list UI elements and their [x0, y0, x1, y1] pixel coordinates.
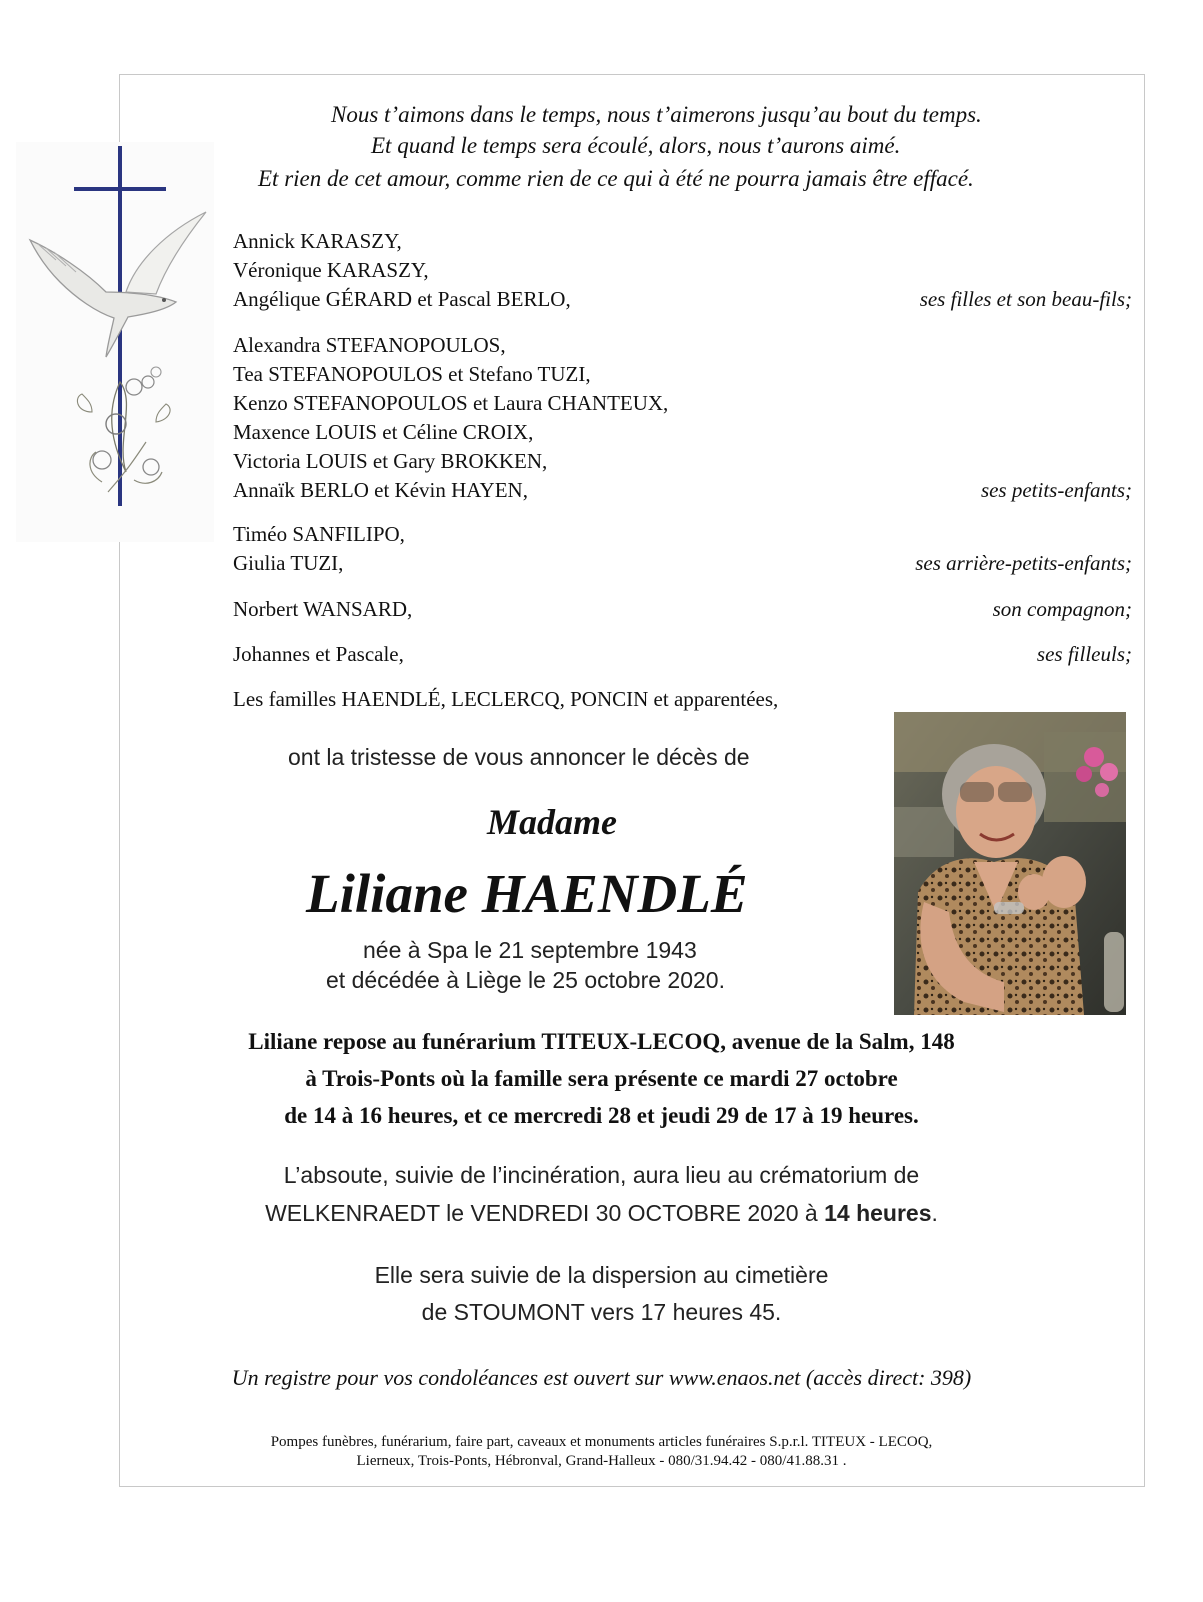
- ceremony-date: WELKENRAEDT le VENDREDI 30 OCTOBRE 2020 à: [265, 1200, 825, 1226]
- dispersion-line-2: de STOUMONT vers 17 heures 45.: [421, 1299, 782, 1325]
- quote-line-2: Et quand le temps sera écoulé, alors, nous t’aurons aimé.: [371, 133, 901, 158]
- deceased-title: Madame: [487, 802, 617, 842]
- family-name: Victoria LOUIS et Gary BROKKEN,: [233, 449, 548, 473]
- ceremony-line-1: L’absoute, suivie de l’incinération, aura lieu au crématorium de: [283, 1162, 920, 1188]
- footer-line-2: Lierneux, Trois-Ponts, Hébronval, Grand-Halleux - 080/31.94.42 - 080/41.88.31 .: [356, 1453, 847, 1469]
- family-name: Kenzo STEFANOPOULOS et Laura CHANTEUX,: [233, 391, 669, 415]
- family-name: Alexandra STEFANOPOULOS,: [233, 333, 506, 357]
- birth-info: née à Spa le 21 septembre 1943: [363, 937, 697, 963]
- deceased-photo: [894, 712, 1126, 1015]
- footer-line-1: Pompes funèbres, funérarium, faire part, caveaux et monuments articles funéraires S.p.r.l. TITEUX - LECOQ,: [270, 1434, 933, 1450]
- deceased-name: Liliane HAENDLÉ: [306, 863, 748, 924]
- family-name: Annaïk BERLO et Kévin HAYEN,: [233, 478, 528, 502]
- family-name: Johannes et Pascale,: [233, 642, 404, 666]
- ceremony-time: 14 heures: [824, 1200, 932, 1226]
- relation-grandchildren: ses petits-enfants;: [980, 478, 1132, 502]
- relation-companion: son compagnon;: [992, 597, 1132, 621]
- relation-daughters: ses filles et son beau-fils;: [919, 287, 1132, 311]
- family-name: Véronique KARASZY,: [233, 258, 429, 282]
- family-name: Annick KARASZY,: [233, 229, 402, 253]
- family-name: Norbert WANSARD,: [233, 597, 413, 621]
- quote-line-3: Et rien de cet amour, comme rien de ce qui à été ne pourra jamais être effacé.: [258, 166, 974, 191]
- relation-great-grandchildren: ses arrière-petits-enfants;: [915, 551, 1132, 575]
- ceremony-period: .: [931, 1200, 938, 1226]
- quote-line-1: Nous t’aimons dans le temps, nous t’aimerons jusqu’au bout du temps.: [331, 102, 982, 127]
- condolence-register: Un registre pour vos condoléances est ouvert sur www.enaos.net (accès direct: 398): [231, 1365, 972, 1390]
- family-name: Maxence LOUIS et Céline CROIX,: [233, 420, 534, 444]
- family-name: Angélique GÉRARD et Pascal BERLO,: [233, 287, 571, 311]
- family-name: Giulia TUZI,: [233, 551, 344, 575]
- visitation-line-1: Liliane repose au funérarium TITEUX-LECOQ, avenue de la Salm, 148: [248, 1029, 955, 1054]
- death-info: et décédée à Liège le 25 octobre 2020.: [326, 967, 725, 993]
- visitation-line-3: de 14 à 16 heures, et ce mercredi 28 et jeudi 29 de 17 à 19 heures.: [284, 1103, 919, 1128]
- relation-godchildren: ses filleuls;: [1036, 642, 1132, 666]
- families-line: Les familles HAENDLÉ, LECLERCQ, PONCIN et apparentées,: [233, 687, 779, 711]
- cross-dove-emblem: [16, 142, 214, 542]
- dispersion-line-1: Elle sera suivie de la dispersion au cimetière: [374, 1262, 829, 1288]
- cross-icon: [16, 142, 214, 542]
- family-name: Tea STEFANOPOULOS et Stefano TUZI,: [233, 362, 591, 386]
- visitation-line-2: à Trois-Ponts où la famille sera présente ce mardi 27 octobre: [305, 1066, 898, 1091]
- ceremony-line-2: [0, 1200, 1203, 1227]
- family-name: Timéo SANFILIPO,: [233, 522, 405, 546]
- announcement: ont la tristesse de vous annoncer le décès de: [288, 744, 750, 770]
